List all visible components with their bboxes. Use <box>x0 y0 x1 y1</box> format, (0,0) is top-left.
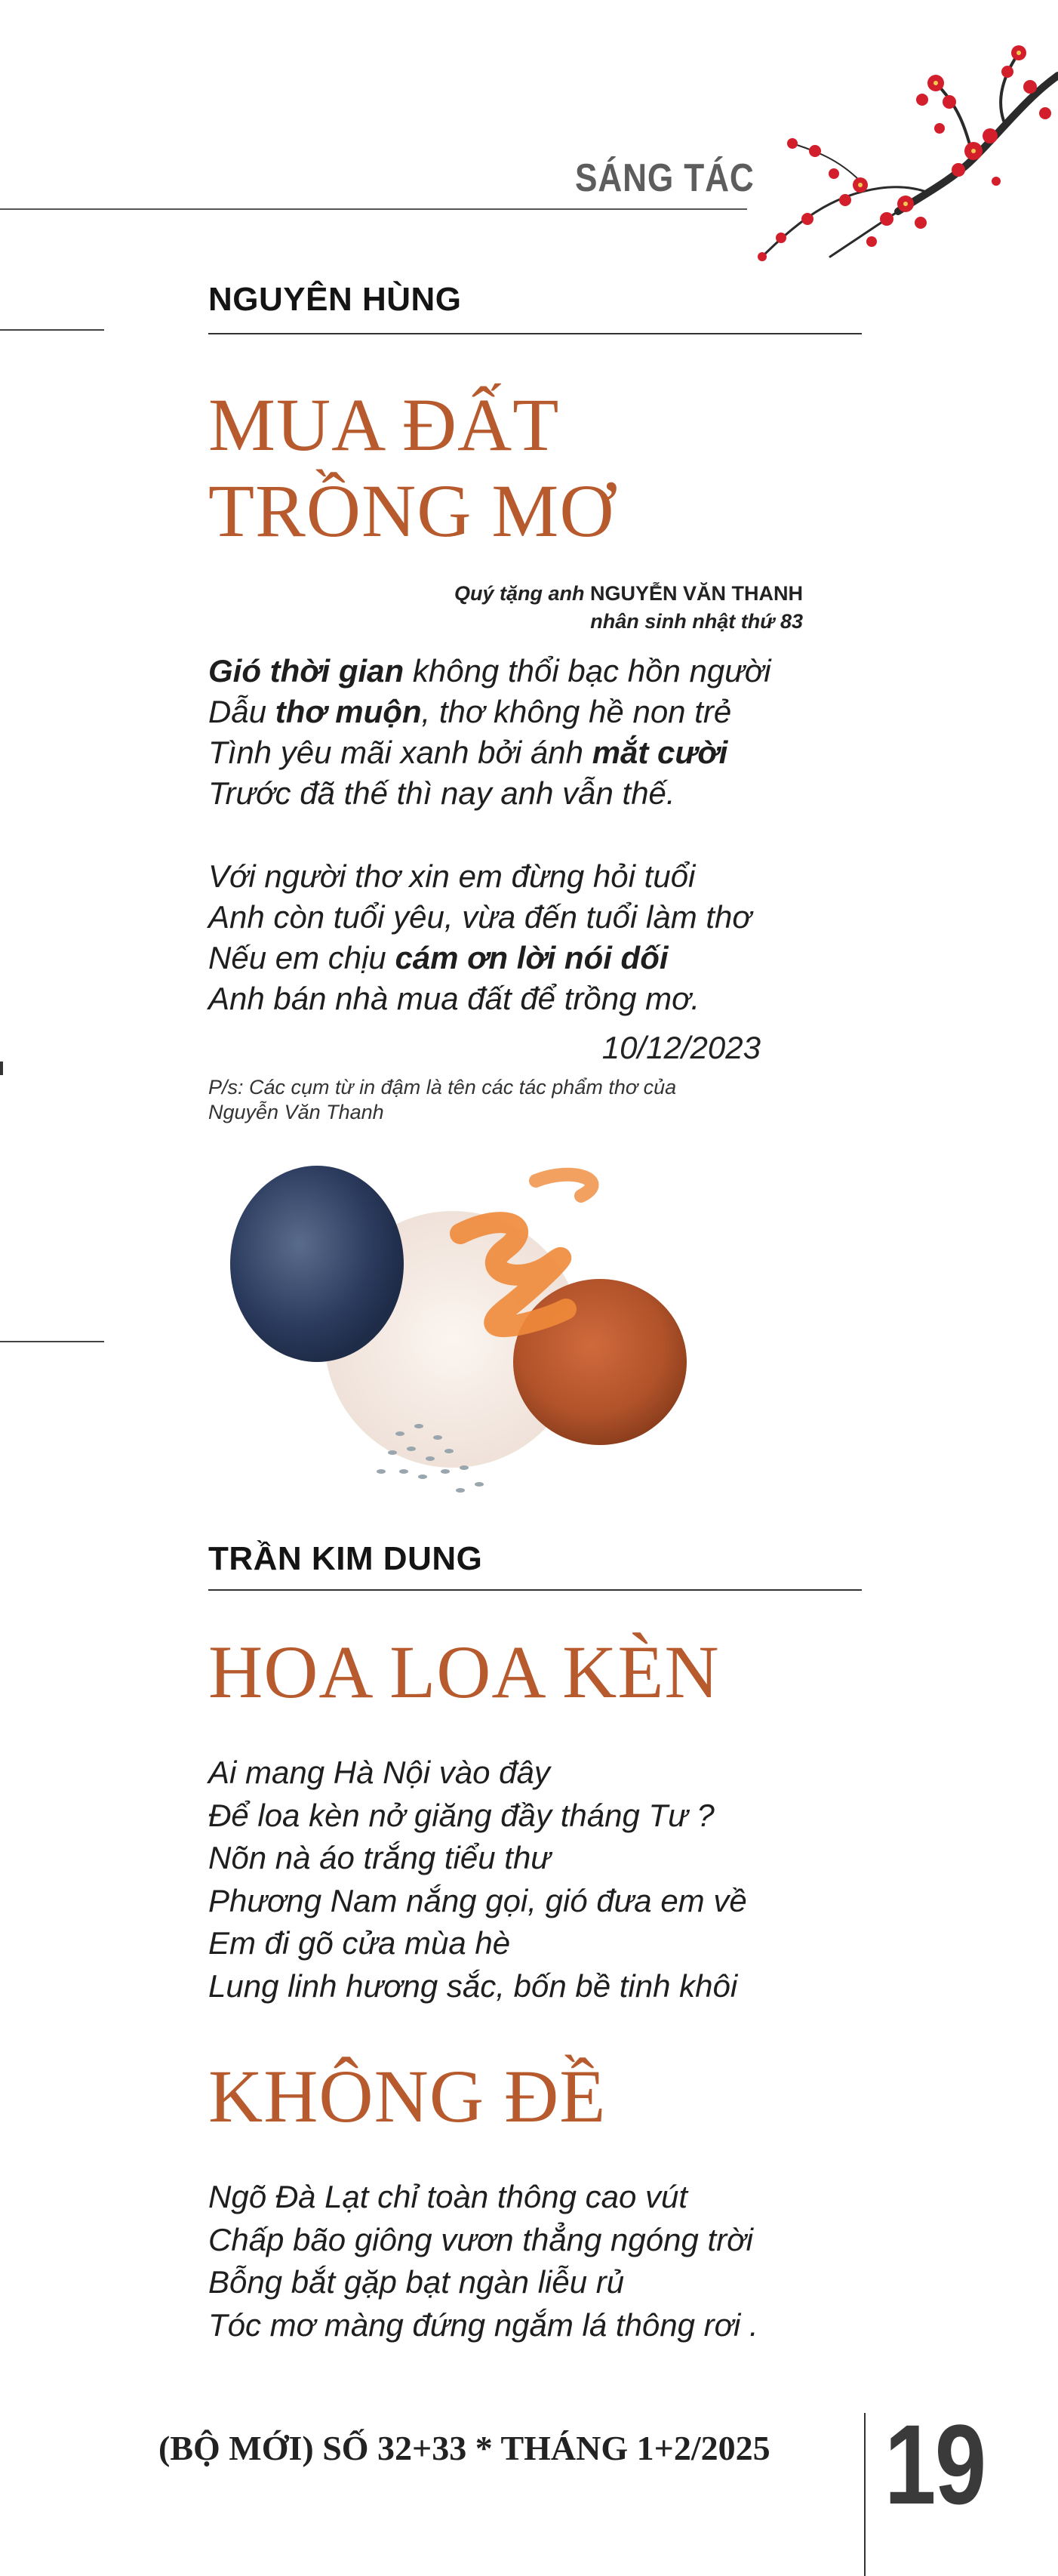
stanza <box>208 651 771 814</box>
poem-line: Với người thơ xin em đừng hỏi tuổi <box>208 858 696 894</box>
poem-line: Tóc mơ màng đứng ngắm lá thông rơi . <box>208 2306 758 2343</box>
poem-line: Lung linh hương sắc, bốn bề tinh khôi <box>208 1967 738 2004</box>
plum-blossom-illustration <box>747 30 1058 264</box>
author-rule <box>208 1589 862 1591</box>
poem-date: 10/12/2023 <box>601 1030 761 1065</box>
poem-line: Bỗng bắt gặp bạt ngàn liễu rủ <box>208 2264 625 2300</box>
footnote: P/s: Các cụm từ in đậm là tên các tác phẩm thơ của Nguyễn Văn Thanh <box>208 1076 677 1123</box>
poem-line: Dẫu thơ muộn, thơ không hề non trẻ <box>208 694 732 729</box>
dedication <box>454 580 803 636</box>
poem-line: Anh còn tuổi yêu, vừa đến tuổi làm thơ <box>208 899 752 935</box>
poem-line: Nếu em chịu cám ơn lời nói dối <box>208 940 669 975</box>
footer-divider <box>864 2413 866 2576</box>
poem-line: Em đi gõ cửa mùa hè <box>208 1925 511 1961</box>
poem-line: Tình yêu mãi xanh bởi ánh mắt cười <box>208 735 728 770</box>
poem-body <box>208 2176 758 2346</box>
title-line: TRỒNG MƠ <box>208 469 615 553</box>
dedication-name: NGUYỄN VĂN THANH <box>589 582 803 605</box>
poem-line: Gió thời gian không thổi bạc hồn người <box>208 653 771 689</box>
left-page-rule <box>0 329 104 331</box>
title-line: MUA ĐẤT <box>208 383 560 467</box>
section-label: SÁNG TÁC <box>575 156 755 200</box>
page-number: 19 <box>884 2401 986 2528</box>
poem-body <box>208 651 771 1062</box>
poem-line: Nõn nà áo trắng tiểu thư <box>208 1840 551 1875</box>
poem-line: Ngõ Đà Lạt chỉ toàn thông cao vút <box>208 2179 688 2214</box>
stanza <box>208 856 771 1019</box>
author-rule <box>208 333 862 334</box>
poem-title <box>208 382 615 554</box>
poem-line: Trước đã thế thì nay anh vẫn thế. <box>208 775 675 811</box>
poem-title: KHÔNG ĐỀ <box>208 2054 607 2138</box>
watercolor-illustration <box>219 1135 747 1528</box>
author-name: NGUYÊN HÙNG <box>208 281 462 318</box>
dedication-prefix: Quý tặng anh <box>454 582 590 605</box>
left-page-fragment <box>0 1058 6 1078</box>
poem-line: Để loa kèn nở giăng đầy tháng Tư ? <box>208 1797 715 1833</box>
poem-line: Phương Nam nắng gọi, gió đưa em về <box>208 1882 747 1918</box>
issue-info: (BỘ MỚI) SỐ 32+33 * THÁNG 1+2/2025 <box>158 2429 770 2467</box>
author-name: TRẦN KIM DUNG <box>208 1540 483 1577</box>
header-rule <box>0 208 747 210</box>
poem-line: Anh bán nhà mua đất để trồng mơ. <box>208 981 700 1016</box>
poem-body <box>208 1752 747 2007</box>
poem-title: HOA LOA KÈN <box>208 1630 720 1714</box>
left-page-rule <box>0 1341 104 1342</box>
dedication-line: nhân sinh nhật thứ 83 <box>590 610 803 633</box>
poem-line: Chấp bão giông vươn thẳng ngóng trời <box>208 2221 753 2257</box>
poem-line: Ai mang Hà Nội vào đây <box>208 1755 550 1790</box>
